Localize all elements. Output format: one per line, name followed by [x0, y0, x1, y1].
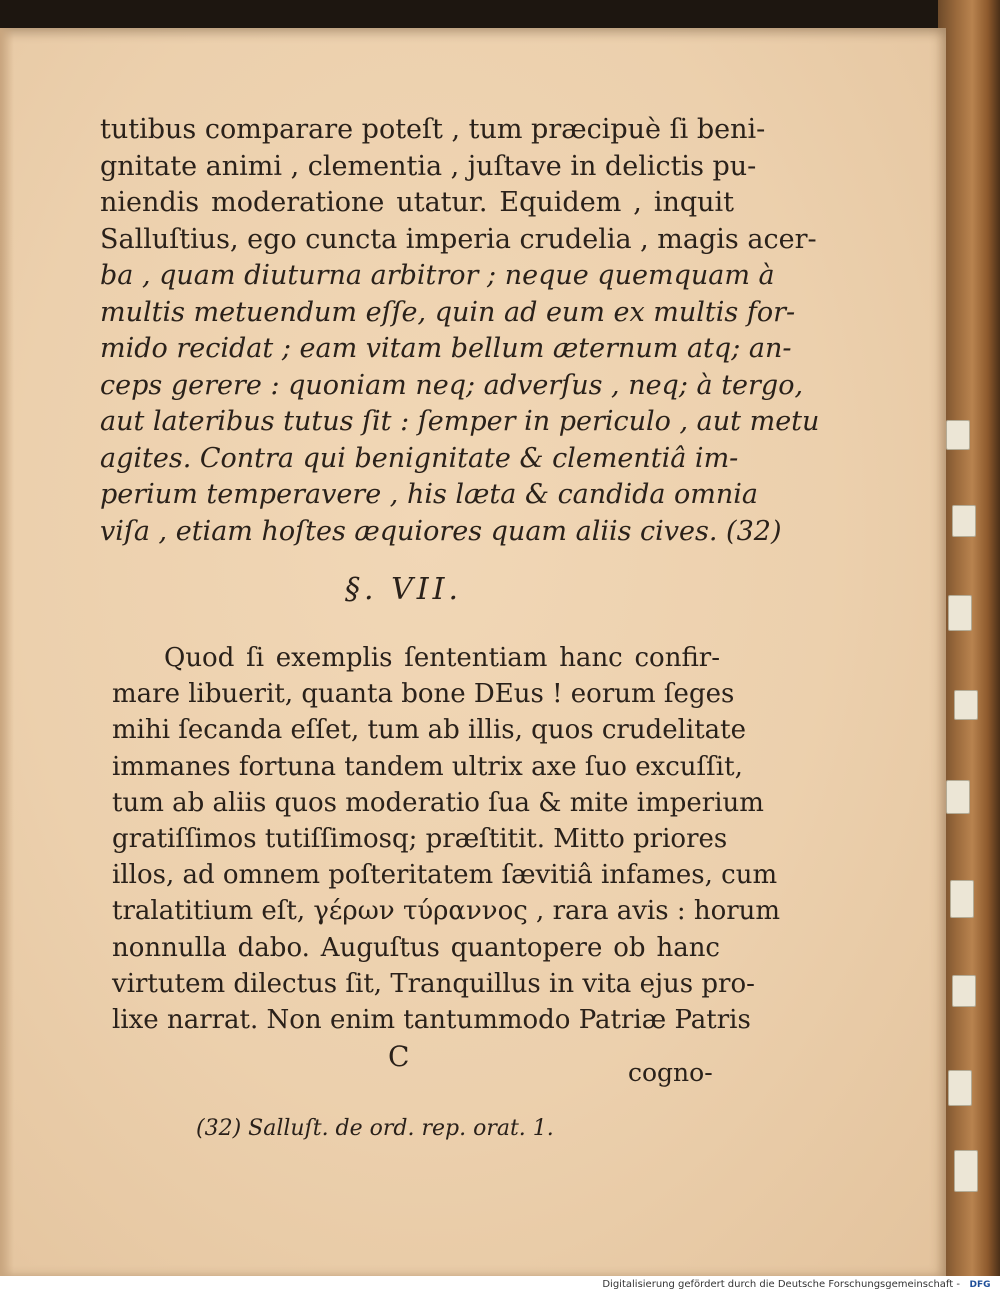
page-tab: [954, 1150, 978, 1192]
text-line: mare libuerit, quanta bone DEus ! eorum ſeges: [112, 679, 735, 710]
text-line: Salluſtius, ego cuncta imperia crudelia , magis acer-: [100, 223, 817, 255]
page-tab: [952, 975, 976, 1007]
text-line: illos, ad omnem poſteritatem ſævitiâ infames, cum: [112, 860, 778, 891]
text-line: ba , quam diuturna arbitror ; neque quemquam à: [100, 260, 775, 291]
text-line: tralatitium eſt, γέρων τύραννος , rara avis : horum: [112, 896, 781, 927]
signature-mark: C: [388, 1040, 410, 1073]
credit-bar: [0, 1276, 1000, 1296]
page-tab: [952, 505, 976, 537]
text-line: virtutem dilectus ſit, Tranquillus in vita ejus pro-: [112, 968, 755, 999]
text-line: immanes fortuna tandem ultrix axe ſuo excuſſit,: [112, 751, 743, 782]
text-line: nonnulla dabo. Auguſtus quantopere ob hanc: [112, 932, 720, 963]
text-line: Quod ſi exemplis ſententiam hanc confir-: [164, 643, 720, 673]
dfg-logo: DFG: [969, 1280, 991, 1290]
text-line: niendis moderatione utatur. Equidem , inquit: [100, 187, 734, 218]
book-edge: [938, 0, 1000, 1276]
page-tab: [948, 1070, 972, 1106]
section-heading: §. VII.: [345, 572, 462, 607]
page-tab: [946, 780, 970, 814]
text-line: gratiſſimos tutiſſimosq; præſtitit. Mitto priores: [112, 824, 728, 855]
text-line: lixe narrat. Non enim tantummodo Patriæ Patris: [112, 1005, 751, 1036]
text-line: tutibus comparare poteſt , tum præcipuè ſi beni-: [100, 114, 766, 145]
page-tab: [948, 595, 972, 631]
text-line: perium temperavere , his læta & candida omnia: [100, 479, 759, 510]
page-top-shadow: [0, 0, 1000, 30]
text-line: gnitate animi , clementia , juſtave in delictis pu-: [100, 150, 757, 182]
footnote: (32) Salluſt. de ord. rep. orat. 1.: [196, 1116, 554, 1141]
paragraph-2: [112, 640, 781, 1038]
text-line: ceps gerere : quoniam neq; adverſus , neq; à tergo,: [100, 369, 804, 401]
paragraph-1: [100, 112, 820, 550]
text-line: multis metuendum eſſe, quin ad eum ex multis for-: [100, 296, 796, 328]
page-tab: [946, 420, 970, 450]
text-line: viſa , etiam hoſtes æquiores quam aliis cives. (32): [100, 515, 782, 547]
text-line: mido recidat ; eam vitam bellum æternum atq; an-: [100, 333, 792, 364]
text-line: mihi ſecanda eſſet, tum ab illis, quos crudelitate: [112, 715, 747, 746]
text-line: agites. Contra qui benignitate & clementiâ im-: [100, 442, 739, 474]
page-tab: [950, 880, 974, 918]
catchword: cogno-: [628, 1058, 713, 1087]
credit-text: Digitalisierung gefördert durch die Deutsche Forschungsgemeinschaft -: [602, 1279, 960, 1290]
gutter-shadow: [0, 28, 14, 1276]
page-tab: [954, 690, 978, 720]
text-line: aut lateribus tutus ſit : ſemper in periculo , aut metu: [100, 406, 820, 437]
text-line: tum ab aliis quos moderatio ſua & mite imperium: [112, 787, 764, 818]
